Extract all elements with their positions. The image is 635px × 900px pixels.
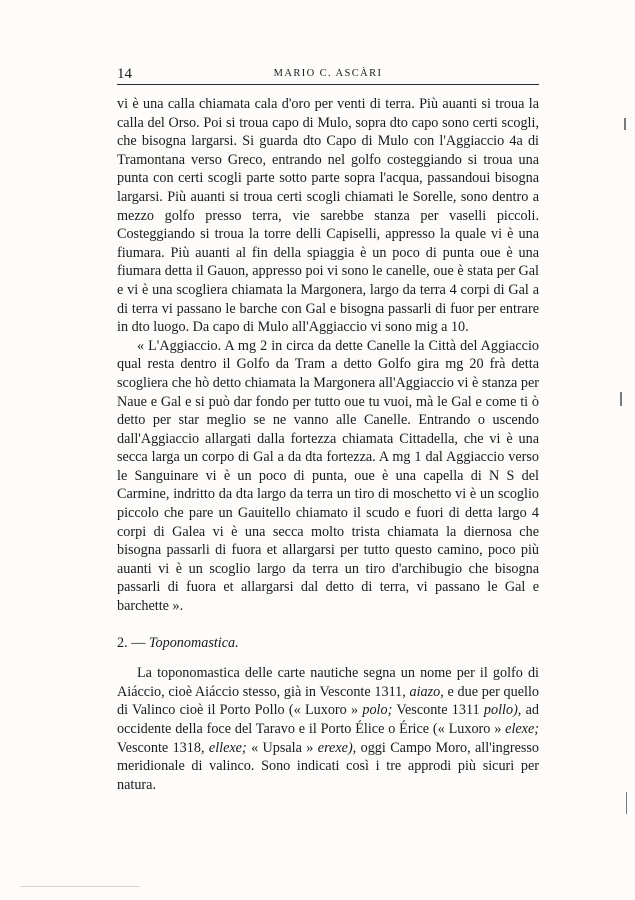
scan-margin-mark [626, 792, 627, 814]
text-run: « Upsala » [251, 739, 314, 756]
text-run: oggi Campo Moro, all'ingresso meridionale di valinco. Sono indicati così i tre approdi più sicuri per natura. [117, 739, 540, 793]
page-header [117, 62, 539, 85]
paragraph-3 [117, 664, 539, 794]
text-run: Vesconte 1311 [396, 702, 480, 719]
paragraph-1: vi è una calla chiamata cala d'oro per venti di terra. Più auanti si troua la calla del Orso. Poi si troua capo di Mulo, sopra dto capo sono certi scogli, che bisogna largarsi. Si guarda dto Capo di Mulo con l'Aggiaccio 4a di Tramontana verso Greco, entrando nel golfo costeggiando si troua una punta con certi scogli parte sotto parte sopra l'acqua, passandoui bisogna largarsi. Più auanti si troua certi scogli chiamati le Sorelle, sono dentro a mezzo golfo presso terra, vie sarebbe stanza per vaselli piccoli. Costeggiando si troua la torre delli Capiselli, appresso la quale vi è una fiumara. Più auanti al fin della spiaggia è un poco di punta oue è una fiumara detta il Gauon, appresso poi vi sono le canelle, oue è stata per Gal e vi è una scogliera chiamata la Margonera, largo da terra 4 corpi di Gal a di terra vi passano le barche con Gal e bisogna passarli di fuor per entrare in dto luogo. Da capo di Mulo all'Aggiaccio vi sono mig a 10. [117, 96, 539, 336]
text-run: ad occidente della foce del Taravo e il Porto Élice o Érice (« Luxoro » [117, 702, 540, 737]
italic-term: erexe), [317, 739, 357, 756]
section-heading [117, 634, 539, 653]
text-run: La toponomastica delle carte nautiche segna un nome per il golfo di Aiáccio, cioè Aiáccio stesso, già in Vesconte 1311, [117, 665, 539, 700]
italic-term: polo; [362, 702, 393, 719]
scan-margin-mark [620, 392, 622, 406]
italic-term: elexe; [505, 721, 539, 737]
text-run: Vesconte 1318, [117, 739, 205, 756]
paragraph-2: « L'Aggiaccio. A mg 2 in circa da dette Canelle la Città del Aggiaccio qual resta dentro il Golfo da Tram a detto Golfo gira mg 20 frà detta scogliera che hò detto chiamata la Margonera all'Aggiaccio vi è stanza per Naue e Gal e si può dar fondo per tutto oue tu vuoi, mà le Gal e come ti ò detto per star meglio se ne vanno alle Canelle. Entrando o uscendo dall'Aggiaccio allargati dalla fortezza chiamata Cittadella, che vi è una secca larga un corpo di Gal a da dta fortezza. A mg 1 dal Aggiaccio verso le Sanguinare vi è un poco di punta, oue è una capella di N S del Carmine, indritto da dta largo da terra un tiro di moschetto vi è un scoglio piccolo che pare un Gauitello chiamato il scudo e fuori di detta largo 4 corpi di Galea vi è una secca molto trista chiamata la diernosa che bisogna passarli di fuora et allargarsi per tutto questo camino, poco più auanti vi è un scoglio largo da terra un tiro d'archibugio che bisogna passarli di fuora et allargarsi dal detto di terra, vi passano le Gal e barchette ». [117, 337, 539, 615]
italic-term: ellexe; [208, 739, 247, 756]
scan-margin-mark [624, 118, 626, 130]
section-number: 2. — [117, 634, 146, 651]
page-number: 14 [117, 66, 132, 82]
scan-stain [20, 886, 140, 887]
body-text [117, 95, 539, 794]
running-head: MARIO C. ASCÀRI [273, 68, 383, 79]
section-title: Toponomastica. [148, 634, 239, 651]
text-run: e due per quello di Valinco cioè il Porto Pollo (« Luxoro » [117, 683, 540, 719]
italic-term: pollo), [483, 702, 522, 719]
italic-term: aiazo, [409, 683, 444, 700]
